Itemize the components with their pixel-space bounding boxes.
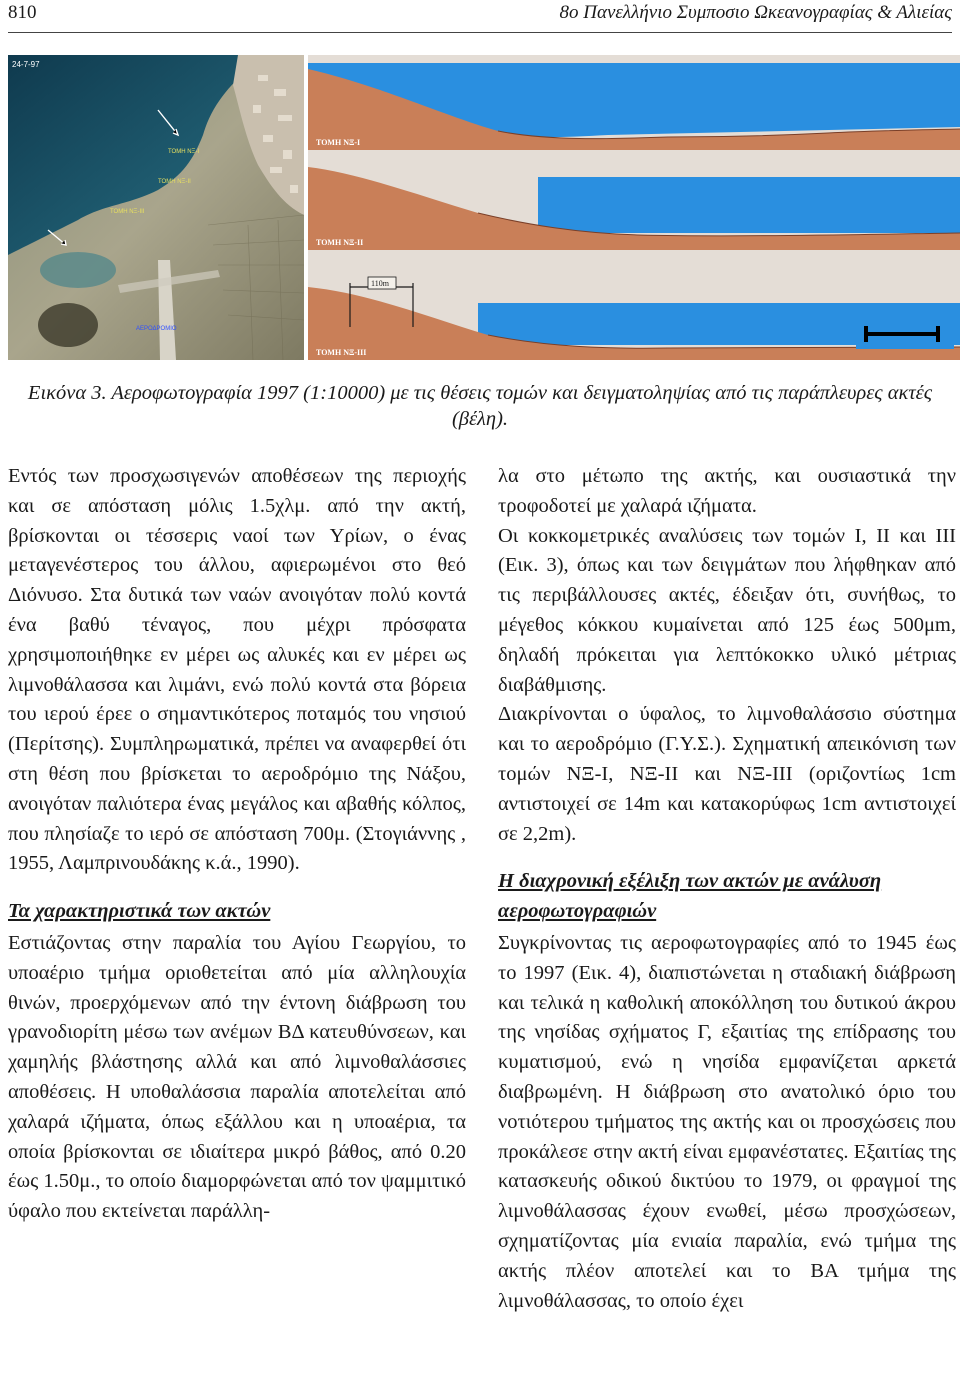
- page-header: [8, 2, 952, 30]
- paragraph: Διακρίνονται ο ύφαλος, το λιμνοθαλάσσιο σύστημα και το αεροδρόμιο (Γ.Υ.Σ.). Σχηματική απεικόνιση των τομών ΝΞ-Ι, ΝΞ-ΙΙ και ΝΞ-ΙΙΙ (οριζοντίως 1cm αντιστοιχεί σε 14m και κατακορύφως 1cm αντιστοιχεί σε 2,2m).: [498, 703, 956, 845]
- header-rule: [8, 32, 952, 33]
- left-column: [8, 462, 466, 1227]
- aerial-photo: [8, 55, 304, 360]
- profile-label-2: ΤΟΜΗ ΝΞ-ΙΙ: [316, 238, 364, 247]
- photo-label-3: ΤΟΜΗ ΝΞ-ΙΙΙ: [110, 209, 145, 215]
- section-heading-diachronic-evolution: Η διαχρονική εξέλιξη των ακτών με ανάλυση αεροφωτογραφιών: [498, 870, 882, 923]
- paragraph: Οι κοκκομετρικές αναλύσεις των τομών Ι, ΙΙ και ΙΙΙ (Εικ. 3), όπως και των δειγμάτων που λήφθηκαν από τις περιβάλλουσες ακτές, έδειξαν ότι, συνήθως, το μέγεθος κόκκου κυμαίνεται από 125 έως 500μm, δηλαδή πρόκειται για λεπτόκοκκο υλικό μέτριας διαβάθμισης.: [498, 524, 956, 696]
- paragraph: Εστιάζοντας στην παραλία του Αγίου Γεωργίου, το υποαέριο τμήμα οριοθετείται από μία αλληλουχία θινών, προερχόμενων από την έντονη διάβρωση του γρανοδιορίτη μέσω των ανέμων ΒΔ κατευθύνσεων, και χαμηλής βλάστησης αλλά και από λιμνοθαλάσσιες αποθέσεις. Η υποθαλάσσια παραλία αποτελείται από χαλαρά ιζήματα, όπως εξάλλου και η υποαέρια, τα οποία βρίσκονται σε ιδιαίτερα μικρό βάθος, από 0.20 έως 1.50μ., το οποίο διαμορφώνεται από τον ψαμμιτικό ύφαλο που εκτείνεται παράλλη-: [8, 931, 466, 1223]
- photo-date: 24-7-97: [12, 60, 40, 69]
- right-column: [498, 462, 956, 1316]
- scale-label: 110m: [371, 279, 389, 288]
- figure-caption: Εικόνα 3. Αεροφωτογραφία 1997 (1:10000) με τις θέσεις τομών και δειγματοληψίας από τις παράπλευρες ακτές (βέλη).: [27, 382, 933, 430]
- profile-label-1: ΤΟΜΗ ΝΞ-Ι: [316, 138, 361, 147]
- profile-label-3: ΤΟΜΗ ΝΞ-ΙΙΙ: [316, 348, 367, 357]
- page-number: 810: [8, 2, 37, 23]
- photo-label-2: ΤΟΜΗ ΝΞ-ΙΙ: [158, 179, 191, 185]
- conference-title: 8ο Πανελλήνιο Συμποσιο Ωκεανογραφίας & Αλιείας: [559, 2, 952, 23]
- photo-label-1: ΤΟΜΗ ΝΞ-Ι: [168, 149, 200, 155]
- paragraph: Συγκρίνοντας τις αεροφωτογραφίες από το 1945 έως το 1997 (Εικ. 4), διαπιστώνεται η σταδιακή διάβρωση και τελικά η καθολική αποκόλληση του δυτικού άκρου της νησίδας σχήματος Γ, εξαιτίας της επίδρασης του κυματισμού, ενώ η νησίδα εμφανίζεται αρκετά διαβρωμένη. Η διάβρωση στο ανατολικό όριο του νοτιότερου τμήματος της ακτής και οι προσχώσεις που προκάλεσε στην ακτή είναι εμφανέστατες. Εξαιτίας της κατασκευής οδικού δικτύου το 1979, οι φραγμοί της λιμνοθάλασσας έχουν ενωθεί, μέσω προσχώσεων, σχηματίζοντας μία ενιαία παραλία, ενώ τμήμα της ακτής πλέον αποτελεί και το ΒΑ τμήμα της λιμνοθάλασσας, το οποίο έχει: [498, 931, 956, 1312]
- section-heading-coast-characteristics: Τα χαρακτηριστικά των ακτών: [8, 900, 271, 923]
- figure-3: [8, 55, 952, 360]
- section-profiles: [308, 55, 960, 360]
- paragraph: λα στο μέτωπο της ακτής, και ουσιαστικά την τροφοδοτεί με χαλαρά ιζήματα.: [498, 465, 956, 517]
- paragraph: Εντός των προσχωσιγενών αποθέσεων της περιοχής και σε απόσταση μόλις 1.5χλμ. από την ακτή, βρίσκονται οι τέσσερις ναοί των Υρίων, ο ένας μεταγενέστερος του άλλου, αφιερωμένοι στο θεό Διόνυσο. Στα δυτικά των ναών ανοιγόταν πολύ κοντά ένα βαθύ τέναγος, που μέχρι πρόσφατα χρησιμοποιήθηκε εν μέρει ως αλυκές και εν μέρει ως λιμνοθάλασσα και λιμάνι, ενώ πολύ κοντά στα βόρεια του ιερού έρεε ο σημαντικότερος ποταμός του νησιού (Περίτσης). Συμπληρωματικά, πρέπει να αναφερθεί ότι στη θέση που βρίσκεται το αεροδρόμιο της Νάξου, ανοιγόταν παλιότερα ένας μεγάλος και αβαθής κόλπος, που πλησίαζε το ιερό σε απόσταση 700μ. (Στογιάννης , 1955, Λαμπρινουδάκης κ.ά., 1990).: [8, 465, 466, 875]
- photo-label-airport: ΑΕΡΟΔΡΟΜΙΟ: [136, 326, 177, 332]
